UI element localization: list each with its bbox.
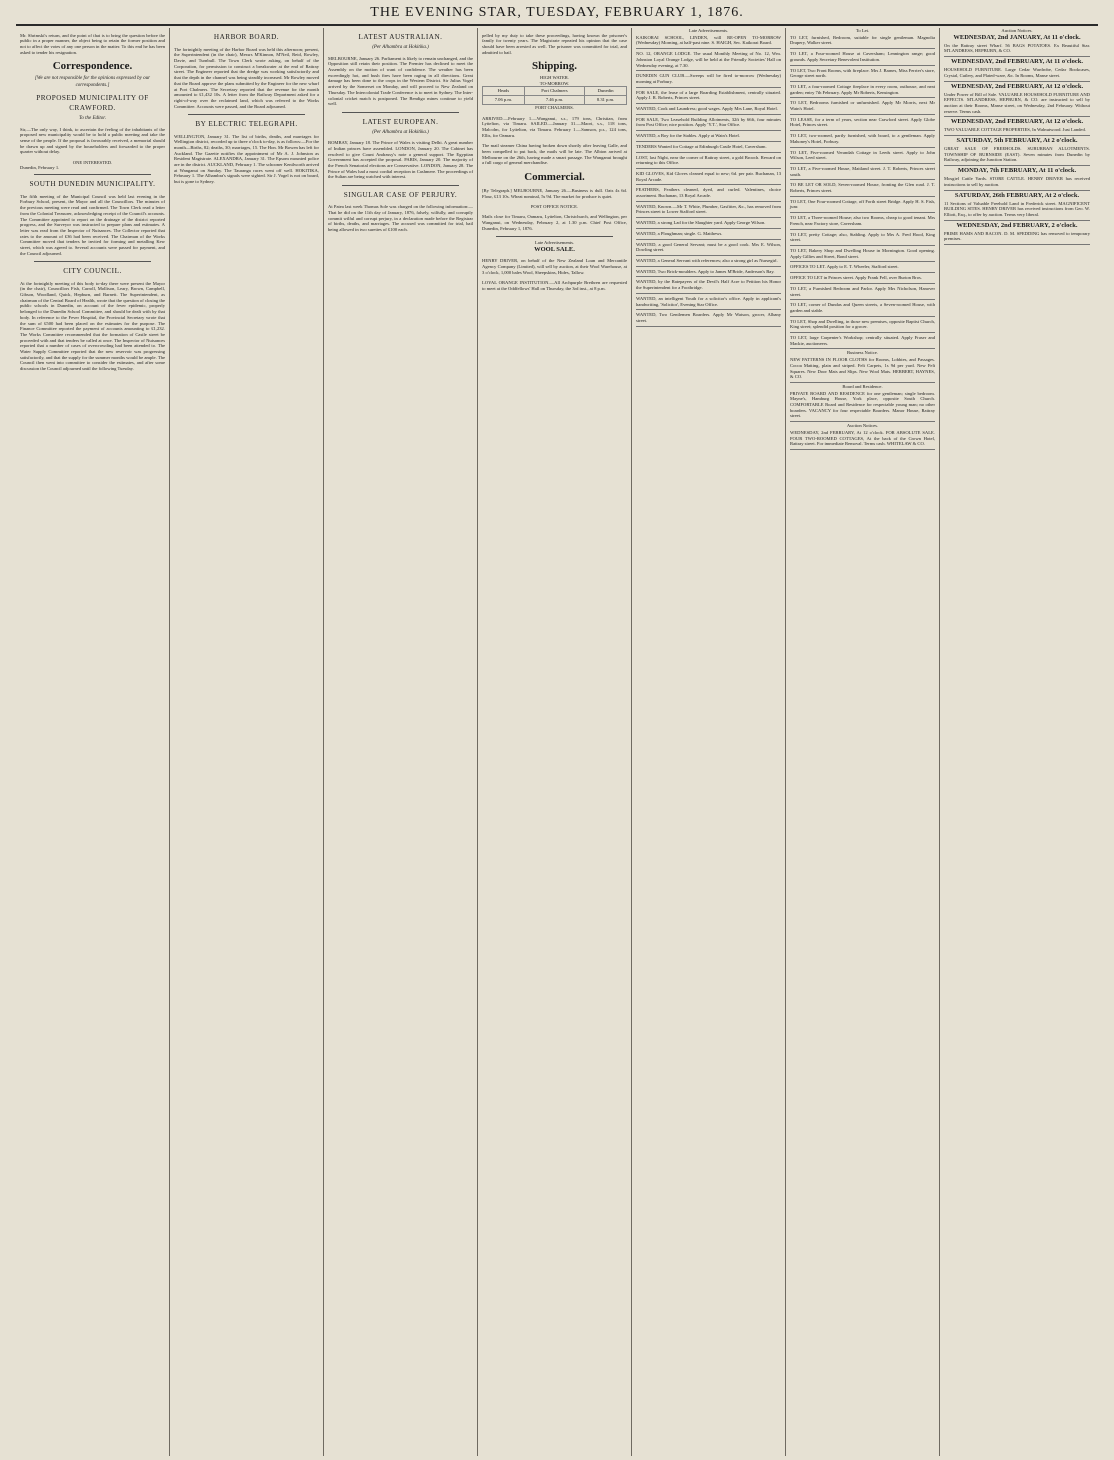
to-let-ad: TO LET, Five-roomed Verandah Cottage in Leeds street. Apply to John Wilson, Leed street. xyxy=(790,149,935,164)
to-let-ad: TO LET, One Four-roomed Cottage, off Forth street Bridge. Apply H. S. Fish, junr. xyxy=(790,198,935,213)
advertisement: WANTED, Two Brick-moulders. Apply to James M'Bride, Anderson's Bay. xyxy=(636,268,781,278)
to-let-ad: TO LET, a Furnished Bedroom and Parlor. Apply Mrs Nicholson, Hanover street. xyxy=(790,285,935,300)
south-dunedin-body: The fifth meeting of the Municipal Council was held last evening in the Forbury School, present, the Mayor and all the Councillors. The minutes of the previous meeting were read and confirmed. The Town Clerk read a letter from the Colonial Treasurer, acknowledging receipt of the Council's accounts. The Committee appointed to report on the drainage of the district reported progress, and the Surveyor was instructed to prepare plans and estimates. A letter was read from the Inspector of Nuisances. The Collector reported that rates to the amount of £36 had been received. The Chairman of the Works Committee moved that tenders be invited for forming and metalling Kew street, which was agreed to. Several accounts were passed for payment, and the Council adjourned. xyxy=(20,193,165,256)
letter-signature: ONE INTERESTED. xyxy=(72,159,113,165)
auction-notice: Under Power of Bill of Sale. VALUABLE HOUSEHOLD FURNITURE AND EFFECTS. M'LANDRESS, HEPBURN, & CO. are instructed to sell by auction at their Rooms, Manse street, on Wednesday, 2nd February. Without reserve. Terms cash. xyxy=(944,91,1090,118)
to-let-ad: TO LET, pretty Cottage; also, Stabling. Apply to Mrs A. Fred Hood, King street. xyxy=(790,231,935,246)
auction-notice: On the Rattray street Wharf. 56 BAGS POTATOES. Ex Beautiful Star. M'LANDRESS, HEPBURN, & CO. xyxy=(944,42,1090,57)
letter-heading: PROPOSED MUNICIPALITY OF CRAWFORD. xyxy=(36,94,149,112)
late-ads-heading: Late Advertisements. xyxy=(688,28,729,33)
advertisement: FEATHERS, Feathers cleaned, dyed, and curled. Valentines, choice assortment. Buchanan, 13 Royal Arcade. xyxy=(636,186,781,201)
column-6 xyxy=(786,28,940,1456)
to-let-ad: TO LET, a Three-roomed House; also two Rooms, cheap to good tenant. Mrs French, near Factory store, Caversham. xyxy=(790,214,935,229)
column-5 xyxy=(632,28,786,1456)
auction-notice: Mosgiel Cattle Yards. STORE CATTLE. HENRY DRIVER has received instructions to sell by auction. xyxy=(944,175,1090,190)
to-let-ad: TO LET, furnished, Bedroom, suitable for single gentleman. Magnolia Drapery, Walker street. xyxy=(790,34,935,49)
tide-time: 7.46 p.m. xyxy=(524,96,584,105)
advertisement: TENDERS Wanted for Cottage at Edinburgh Castle Hotel, Caversham. xyxy=(636,143,781,153)
auction-notice: PRIME HAMS AND BACON. D. M. SPEDDING has removed to temporary premises. xyxy=(944,230,1090,245)
to-let-ad: TO LET, Two Front Rooms, with fireplace. Mrs J. Barnes, Miss Ferrier's store, George street north. xyxy=(790,67,935,82)
auction-date: SATURDAY, 5th FEBRUARY, At 2 o'clock. xyxy=(956,137,1078,145)
letter-subheading: To the Editor. xyxy=(79,116,106,121)
masthead-rule xyxy=(16,24,1098,26)
divider xyxy=(188,114,305,115)
board-residence-ads: PRIVATE BOARD AND RESIDENCE for one gentleman; single bedroom. Mayne's, Hamburg House, York place, opposite South Church. COMFORTABLE Board and Residence for respectable young man; no other boarders. VACANCY for four respectable Boarders. Manor House, Rattray street. xyxy=(790,390,935,423)
business-notice: NEW PATTERNS IN FLOOR CLOTHS for Rooms, Lobbies, and Passages. Cocoa Matting, plain and striped. Felt Carpets, 1s 9d per yard. New Felt Squares. New Door Mats and Slips. New Wool Mats. HERBERT, HAYNES, & CO. xyxy=(790,356,935,383)
auction-notice: 11 Sections of Valuable Freehold Land in Frederick street. MAGNIFICENT BUILDING SITES. HENRY DRIVER has received instructions from Geo. W. Elliott, Esq., to offer by auction. Terms very liberal. xyxy=(944,200,1090,221)
column-4 xyxy=(478,28,632,1456)
latest-european-sub: (Per Alhambra at Hokitika.) xyxy=(372,129,429,135)
harbor-board-heading: HARBOR BOARD. xyxy=(213,33,280,41)
to-let-ad: TO LET, a Five-roomed House, Maitland street. J. T. Roberts, Princes street south. xyxy=(790,165,935,180)
column-2 xyxy=(170,28,324,1456)
tide-times xyxy=(483,96,627,105)
to-let-ad: TO BE LET OR SOLD, Seven-roomed House, fronting the Glen road. J. T. Roberts, Princes street. xyxy=(790,181,935,196)
advertisement: WANTED, Known.—Mr T. White, Plumber, Gasfitter, &c., has removed from Princes street to Lower Stafford street. xyxy=(636,203,781,218)
auction-notice: TWO VALUABLE COTTAGE PROPERTIES, In Walnutwood. Just Landed. xyxy=(944,126,1090,136)
advertisement: WANTED, an intelligent Youth for a solicitor's office. Apply in applicant's handwriting, 'Solicitor', Evening Star Office. xyxy=(636,295,781,310)
auction-notice: WEDNESDAY, 2nd FEBRUARY, At 12 o'clock. FOR ABSOLUTE SALE. FOUR TWO-ROOMED COTTAGES, At the back of the Crown Hotel, Rattray street. For immediate Removal. Terms cash. WHITELAW & CO. xyxy=(790,429,935,450)
auction-date: SATURDAY, 26th FEBRUARY, At 2 o'clock. xyxy=(954,191,1080,199)
advertisement: WANTED, Two Gentlemen Boarders. Apply Mr Watson, grocer, Albany street. xyxy=(636,311,781,326)
tide-table xyxy=(482,86,627,105)
auction-date: WEDNESDAY, 2nd FEBRUARY, At 12 o'clock. xyxy=(950,118,1084,126)
columns xyxy=(16,28,1098,1456)
to-let-ad: OFFICES TO LET. Apply to E. T. Wheeler, Stafford street. xyxy=(790,263,935,273)
high-water-heading: HIGH WATER. xyxy=(539,75,569,80)
divider xyxy=(342,112,459,113)
to-let-ad: TO LET, two-roomed, partly furnished, with board, to a gentleman. Apply Mahoney's Hotel, Forbury. xyxy=(790,132,935,147)
latest-australian-body: MELBOURNE, January 26. Parliament is likely to remain unchanged, and the Opposition still retain their position. The Premier has declined to meet the Assembly on the motion of want of confidence. The weather has been exceedingly hot, and bush fires have been raging in all directions. Great damage has been done to the crops in the Western District. Sir Julius Vogel arrived by the Somerset on Monday, and will proceed to New Zealand on Thursday. The Intercolonial Trade Conference is to meet in Sydney. The Inter-colonial cricket match is postponed. The Bendigo mines continue to yield well. xyxy=(328,55,473,107)
advertisement: KID GLOVES, Kid Gloves cleaned equal to new; 6d. per pair. Buchanan, 13 Royal Arcade. xyxy=(636,170,781,185)
advertisement: NO. 12, ORANGE LODGE. The usual Monthly Meeting of No. 12, Wm. Johnston Loyal Orange Lodge, will be held at the Friendly Societies' Hall on Wednesday evening, at 7.30. xyxy=(636,50,781,71)
auction-notices-heading: Auction Notices. xyxy=(1001,28,1033,33)
perjury-body: At Patea last week Thomas Sole was charged on the following information:—That he did on the 11th day of January, 1876, falsely, wilfully, and corruptly commit wilful and corrupt perjury, in a declaration made before the Registrar of births, deaths, and marriages. The accused was committed for trial, bail being allowed in two sureties of £100 each. xyxy=(328,204,473,233)
col1-intro: Mr. Shrimski's return, and the point of that is to bring the question before the public in a proper manner, the object being to retain the former position and not to affect the votes of any one person in the matter. To this end he has been asked to tender his resignation. xyxy=(20,32,165,55)
advertisement: KAIKORAI SCHOOL, LINDEN, will RE-OPEN TO-MORROW (Wednesday) Morning, at half-past nine. S. HAIGH, Sec. Kaikorai Board. xyxy=(636,34,781,49)
tide-time: 7.06 p.m. xyxy=(483,96,525,105)
column-3 xyxy=(324,28,478,1456)
to-let-ad: TO LET, Shop and Dwelling, in those new premises, opposite Baptist Church, King street; splendid position for a grocer. xyxy=(790,318,935,333)
latest-australian-sub: (Per Alhambra at Hokitika.) xyxy=(372,45,429,50)
shipping-body: The mail steamer China having broken down shortly after leaving Galle, and been compelled to put back, the mails will be late. The Albion arrived at Melbourne on the 26th, having made a smart passage. The Wanganui brought a full cargo of general merchandise. xyxy=(482,143,627,166)
high-water-sub: TO-MORROW. xyxy=(539,80,570,86)
auction-date: WEDNESDAY, 2nd JANUARY, At 11 o'clock. xyxy=(953,33,1081,41)
commercial-heading: Commercial. xyxy=(524,170,585,183)
post-office-notice: Mails close for Timaru, Oamaru, Lyttelton, Christchurch, and Wellington, per Wanganui, on Wednesday, February 2, at 1.30 p.m. Chief Post Office, Dunedin, February 1, 1876. xyxy=(482,214,627,231)
col4-intro: pelled by my duty to take these proceedings, having known the prisoner's family for twenty years. The Magistrate repeated his opinion that the case should have been arrested as well. The prisoner was committed for trial, and admitted to bail. xyxy=(482,32,627,55)
city-council-heading: CITY COUNCIL. xyxy=(63,267,122,276)
letter-body: Sir,—The only way, I think, to ascertain the feeling of the inhabitants of the proposed new municipality would be to hold a public meeting and take the sense of the people. If the proposal is favourably received, a memorial should be drawn up and signed by the householders and forwarded to the proper quarter without delay. xyxy=(20,126,165,155)
advertisement: LOST, last Night, near the corner of Rattray street, a gold Brooch. Reward on returning to this Office. xyxy=(636,154,781,169)
advertisement: DUNEDIN GUN CLUB.—Sweeps will be fired to-morrow (Wednesday) morning at Forbury. xyxy=(636,72,781,87)
business-notice-heading: Business Notice. xyxy=(847,350,878,356)
to-let-ad: TO LET, Bedrooms furnished or unfurnished. Apply Mr Morris, next Mr Wain's Hotel. xyxy=(790,99,935,114)
advertisement: WANTED, by the Ratepayers of the Devil's Half Acre to Petition his Honor the Superintendent for a Footbridge. xyxy=(636,278,781,293)
correspondence-note: [We are not responsible for the opinions expressed by our correspondents.] xyxy=(34,76,151,88)
divider xyxy=(342,185,459,186)
shipping-heading: Shipping. xyxy=(532,60,577,72)
auction-date: WEDNESDAY, 2nd FEBRUARY, At 11 o'clock. xyxy=(951,58,1083,66)
masthead: THE EVENING STAR, TUESDAY, FEBRUARY 1, 1876. xyxy=(370,5,744,20)
to-let-list xyxy=(790,34,935,350)
divider xyxy=(496,236,613,237)
auction-notice: GREAT SALE OF FREEHOLDS. SUBURBAN ALLOTMENTS. TOWNSHIP OF BURNSIDE (EAST). Seven minutes from Dunedin by Railway, adjoining the Junction Station. xyxy=(944,145,1090,166)
arrivals: ARRIVED.—February 1.—Wanganui, s.s., 179 tons, Christian, from Lyttelton, via Timaru. SAILED.—January 31.—Maori, s.s., 118 tons, Malcolm, for Lyttelton, via Timaru. February 1.—Samson, p.s., 124 tons, Ellis, for Oamaru. xyxy=(482,115,627,138)
tide-time: 8.31 p.m. xyxy=(585,96,627,105)
latest-european-body: BOMBAY, January 18. The Prince of Wales is visiting Delhi. A great number of Indian princes have assembled. LONDON, January 20. The Cabinet has resolved to give Count Andrassy's note a general support. The Egyptian Government has accepted the proposal. PARIS, January 20. The majority of the French Senatorial elections are Conservative. LONDON, January 28. The Prince of Wales had a most cordial reception in Cashmere. The proceedings of the Sultan are being watched with interest. xyxy=(328,140,473,180)
to-let-ad: TO LET, large Carpenter's Workshop; centrally situated. Apply Fraser and Mackie, auctioneers. xyxy=(790,334,935,349)
advertisement: WANTED, a strong Lad for the Slaughter yard. Apply George Wilson. xyxy=(636,219,781,229)
advertisement: FOR SALE, the lease of a large Boarding Establishment, centrally situated. Apply J. R. Roberts, Princes street. xyxy=(636,89,781,104)
south-dunedin-heading: SOUTH DUNEDIN MUNICIPALITY. xyxy=(29,180,156,189)
telegraph-heading: BY ELECTRIC TELEGRAPH. xyxy=(195,119,298,128)
to-let-ad: TO LET, Bakery Shop and Dwelling House in Mornington. Good opening. Apply Gillies and Street, Bond street. xyxy=(790,247,935,262)
board-residence-heading: Board and Residence. xyxy=(842,383,883,389)
divider xyxy=(34,174,151,175)
to-let-ad: TO LET, corner of Dundas and Queen streets, a Seven-roomed House, with garden and stable. xyxy=(790,301,935,316)
auction-date: WEDNESDAY, 2nd FEBRUARY, 2 o'clock. xyxy=(956,221,1078,229)
wool-sale-heading: WOOL SALE. xyxy=(534,245,575,253)
letter-date: Dunedin, February 1. xyxy=(20,165,60,171)
telegraph-body: WELLINGTON, January 31. The list of births, deaths, and marriages for Wellington district, recorded up to three o'clock to-day, is as follows:—For the month—Births, 82; deaths, 30; marriages, 15. The Hon. Mr Bowen has left for Auckland. The Gazette notifies the appointment of Mr A. J. Johnston as Resident Magistrate. ALEXANDRA, January 31. The Epsom mounted police are in the district. AUCKLAND, February 1. The schooner Kenilworth arrived at Wanganui on Sunday. The Tauranga races went off well. HOKITIKA, February 1. The Alhambra's signals were sighted. Sir J. Vogel is not on board, but is gone to Sydney. xyxy=(174,133,319,185)
column-1 xyxy=(16,28,170,1456)
loyal-orange-notice: LOYAL ORANGE INSTITUTION.—All Archpurple Brethren are requested to meet at the Oddfellows' Hall on Thursday, the 3rd inst., at 8 p.m. xyxy=(482,280,627,291)
to-let-ad: TO LET, a Four-roomed House at Caversham; Lennington range; good grounds. Apply Secretary Benevolent Institution. xyxy=(790,50,935,65)
advertisement: WANTED, a Boy for the Stables. Apply at Wain's Hotel. xyxy=(636,132,781,142)
city-council-body: At the fortnightly meeting of this body to-day there were present the Mayor (in the chair), Councillors Fish, Carroll, Mollison, Leary, Brown, Campbell, Gibson, Woodland, Quick, Hepburn, and Barnett. The Superintendent, as chairman of the Central Board of Health, wrote that the question of closing the public schools in Dunedin, on account of the fever epidemic, properly belonged to the Dunedin School Committee, and should be dealt with by that body. In reference to the Fever Hospital, the Provincial Secretary wrote that the sum of £500 had been placed on the estimates for the purpose. The Finance Committee reported the payment of accounts amounting to £1,232. The Works Committee recommended that the formation of Castle street be proceeded with and that tenders be called at once. The Inspector of Nuisances reported that a number of cases of overcrowding had been attended to. The Water Supply Committee reported that the new reservoir was progressing satisfactorily, and that the supply for the summer months would be ample. The Council then went into committee to consider the estimates, and after some discussion the Council adjourned until the following Tuesday. xyxy=(20,280,165,372)
advertisement: WANTED, a General Servant with references; also a strong girl as Nursegirl. xyxy=(636,257,781,267)
late-ads-heading: Late Advertisements. xyxy=(534,240,575,246)
advertisement: WANTED, a Ploughman; single. G. Matthews. xyxy=(636,230,781,240)
advertisement: WANTED, Cook and Laundress; good wages. Apply Mrs Lane, Royal Hotel. xyxy=(636,105,781,115)
advertisement: WANTED, a good General Servant; must be a good cook. Mrs E. Wilson, Dowling street. xyxy=(636,241,781,256)
to-let-ad: OFFICE TO LET in Princes street. Apply Frank Fell, over Burton Bros. xyxy=(790,274,935,284)
commercial-body: [By Telegraph.] MELBOURNE, January 26.—Business is dull. Oats 4s 6d. Flour, £13 10s. Wheat nominal, 5s 9d. The market for produce is quiet. xyxy=(482,188,627,199)
post-office-heading: POST OFFICE NOTICE. xyxy=(530,204,579,210)
tide-places xyxy=(483,87,627,96)
to-let-ad: TO LEASE, for a term of years, section near Crawford street. Apply Globe Hotel, Princes street. xyxy=(790,116,935,131)
column-7 xyxy=(940,28,1094,1456)
to-let-heading: To Let. xyxy=(855,28,870,33)
tide-place: Dunedin xyxy=(585,87,627,96)
correspondence-heading: Correspondence. xyxy=(52,60,133,72)
perjury-heading: SINGULAR CASE OF PERJURY. xyxy=(343,190,458,199)
auction-date: MONDAY, 7th FEBRUARY, At 11 o'clock. xyxy=(957,167,1077,175)
divider xyxy=(34,261,151,262)
wool-sale-body: HENRY DRIVER, on behalf of the New Zealand Loan and Mercantile Agency Company (Limited), will sell by auction, at their Wool Warehouse, at 3 o'clock, 1,000 bales Wool, Sheepskins, Hides, Tallow. xyxy=(482,258,627,275)
advertisement: FOR SALE, Two Leasehold Building Allotments, 32ft by 66ft, four minutes from Post Office; nice position. Apply 'Y.T.', Star Office. xyxy=(636,116,781,131)
latest-european-heading: LATEST EUROPEAN. xyxy=(362,117,439,126)
auction-date: WEDNESDAY, 2nd FEBRUARY, At 12 o'clock. xyxy=(950,82,1084,90)
latest-australian-heading: LATEST AUSTRALIAN. xyxy=(358,33,443,41)
auction-notices-heading: Auction Notices. xyxy=(846,423,879,429)
harbor-board-body: The fortnightly meeting of the Harbor Board was held this afternoon; present, the Superintendent (in the chair), Messrs M'Kinnon, M'Neil, Reid, Rowley, Davie, and Turnbull. The Town Clerk wrote asking, on behalf of the Corporation, for permission to construct a breakwater at the end of Rattray street. The Engineer reported that the dredge was working satisfactorily and that the depth in the channel was being steadily increased. Mr Rowley moved that the Board approve the plans submitted by the Engineer for the new wharf at Port Chalmers. The Secretary reported that the revenue for the month amounted to £1,432 10s. A letter from the Railway Department asked for a right-of-way over the reclaimed land, which was referred to the Works Committee. Accounts were passed, and the Board adjourned. xyxy=(174,46,319,109)
auction-notice: HOUSEHOLD FURNITURE. Large Cedar Wardrobe, Cedar Bookcases, Crystal, Cutlery, and Plated-ware, &c. In Rooms, Manse street. xyxy=(944,66,1090,81)
port-heading: PORT CHALMERS. xyxy=(535,105,574,111)
tide-place: Heads xyxy=(483,87,525,96)
to-let-ad: TO LET, a four-roomed Cottage fireplace in every room, outhouse, and neat garden; entry 7th February. Apply Mr Roberts, Kensington. xyxy=(790,83,935,98)
tide-place: Port Chalmers xyxy=(524,87,584,96)
